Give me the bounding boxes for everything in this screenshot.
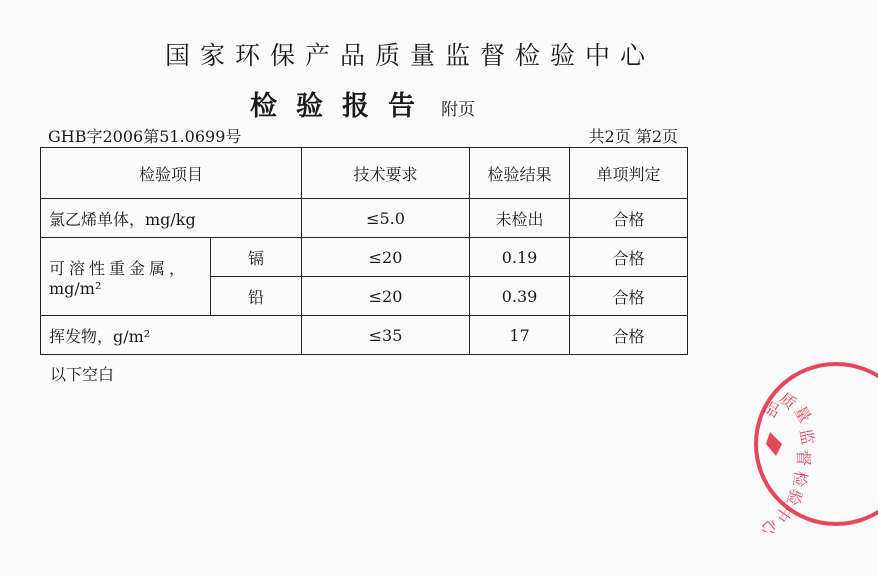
svg-text:中: 中 [771, 501, 797, 526]
table-row [41, 199, 688, 238]
cell-result: 0.39 [470, 277, 570, 316]
footer-note: 以下空白 [50, 365, 115, 384]
inspection-table [40, 147, 688, 355]
cell-verdict: 合格 [570, 238, 688, 277]
svg-text:监: 监 [796, 427, 818, 447]
report-subtitle: 附页 [441, 100, 476, 120]
cell-requirement: ≤5.0 [302, 199, 470, 238]
document-number: GHB字2006第51.0699号 [48, 127, 242, 146]
official-seal [748, 352, 878, 540]
svg-text:检: 检 [789, 469, 811, 489]
cell-sub-item: 镉 [211, 238, 302, 277]
svg-text:验: 验 [782, 486, 807, 509]
organization-name: 国家环保产品质量监督检验中心 [164, 41, 655, 70]
cell-group-item [41, 238, 211, 316]
report-title-block [250, 84, 475, 123]
svg-text:质: 质 [775, 388, 800, 414]
cell-sub-item: 铅 [211, 277, 302, 316]
cell-result: 未检出 [470, 199, 570, 238]
svg-text:量: 量 [790, 402, 815, 426]
report-title: 检验报告 [250, 91, 434, 122]
page-info: 共2页 第2页 [588, 127, 678, 146]
svg-text:品: 品 [760, 397, 784, 422]
cell-result: 17 [470, 316, 570, 355]
cell-verdict: 合格 [570, 316, 688, 355]
header-requirement: 技术要求 [302, 148, 470, 199]
cell-result: 0.19 [470, 238, 570, 277]
cell-verdict: 合格 [570, 277, 688, 316]
table-row [41, 316, 688, 355]
group-unit: mg/m² [49, 278, 102, 298]
cell-requirement: ≤35 [302, 316, 470, 355]
header-item: 检验项目 [41, 148, 302, 199]
cell-item: 挥发物，g/m² [41, 316, 302, 355]
svg-text:督: 督 [794, 450, 813, 467]
cell-verdict: 合格 [570, 199, 688, 238]
cell-requirement: ≤20 [302, 238, 470, 277]
header-result: 检验结果 [470, 148, 570, 199]
table-header-row [41, 148, 688, 199]
cell-item: 氯乙烯单体，mg/kg [41, 199, 302, 238]
svg-text:心: 心 [757, 514, 782, 540]
cell-requirement: ≤20 [302, 277, 470, 316]
header-verdict: 单项判定 [570, 148, 688, 199]
group-name: 可溶性重金属， [49, 258, 190, 278]
table-row [41, 238, 688, 277]
